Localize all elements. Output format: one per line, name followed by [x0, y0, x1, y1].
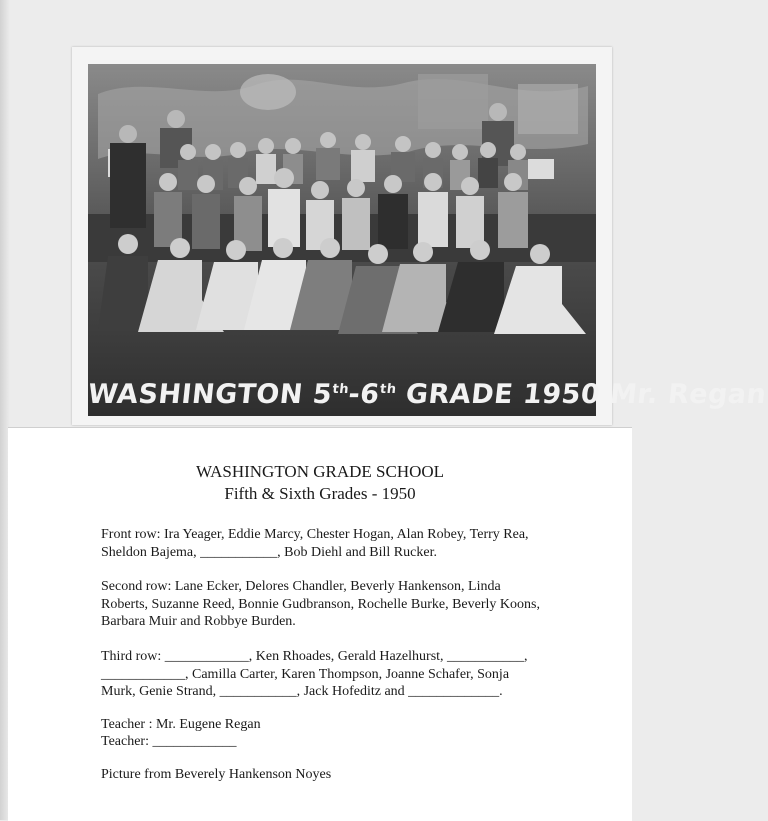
- third-row-names: Third row: ____________, Ken Rhoades, Gerald Hazelhurst, ___________, ____________, Camilla Carter, Karen Thompson, Joanne Schafer, Sonja Murk, Genie Strand, ___________, Jack Hofeditz and _____________.: [101, 649, 528, 699]
- front-row-names: Front row: Ira Yeager, Eddie Marcy, Chester Hogan, Alan Robey, Terry Rea, Sheldon Bajema, ___________, Bob Diehl and Bill Rucker.: [101, 527, 529, 560]
- class-photo: [86, 64, 768, 416]
- document-subtitle: Fifth & Sixth Grades - 1950: [224, 484, 416, 503]
- caption-sheet: [8, 427, 632, 821]
- class-photo-graphic: [88, 64, 596, 416]
- caption-part-shington: SHINGTON 5: [136, 379, 334, 410]
- photo-credit: Picture from Beverely Hankenson Noyes: [101, 767, 332, 782]
- teacher-line-2: Teacher: ____________: [101, 734, 237, 749]
- caption-part-6: -6: [346, 379, 382, 410]
- teacher-line-1: Teacher : Mr. Eugene Regan: [101, 717, 261, 732]
- caption-part-th-1: th: [331, 382, 350, 397]
- caption-part-grade: GRADE 1950 Mr. Regan: [394, 379, 768, 410]
- document-title: WASHINGTON GRADE SCHOOL: [195, 462, 445, 481]
- caption-part-wa: WA: [86, 379, 141, 410]
- caption-part-th-2: th: [379, 382, 398, 397]
- photo-caption: [86, 379, 768, 410]
- second-row-names: Second row: Lane Ecker, Delores Chandler, Beverly Hankenson, Linda Roberts, Suzanne Reed, Bonnie Gudbranson, Rochelle Burke, Beverly Koons, Barbara Muir and Robbye Burden.: [101, 579, 540, 629]
